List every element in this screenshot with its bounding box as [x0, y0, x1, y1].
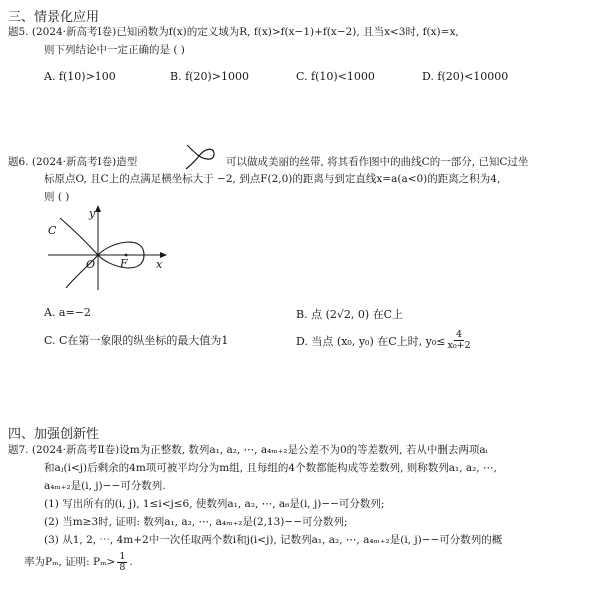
probability-fraction [117, 552, 127, 573]
curve-c-graph [40, 204, 180, 292]
problem-6-line-3: 则 ( ) [44, 191, 70, 203]
origin-label: O [86, 258, 96, 271]
problem-7-line-3: a₄ₘ₊₂是(i, j)−−可分数列. [44, 480, 166, 492]
problem-5-option-c: C. f(10)<1000 [296, 70, 375, 83]
problem-5-option-d: D. f(20)<10000 [422, 70, 509, 83]
problem-6-line-2: 标原点O, 且C上的点满足横坐标大于 −2, 到点F(2,0)的距离与到定直线x=a(a<0)的距离之积为4, [44, 173, 501, 185]
problem-6-option-a: A. a=−2 [44, 306, 91, 319]
problem-6-line-1-prefix: 题6. (2024·新高考Ⅰ卷)造型 [8, 156, 138, 168]
section-3-title: 三、情景化应用 [8, 10, 100, 25]
probability-denominator: 8 [119, 562, 126, 573]
option-d-numerator: 4 [456, 329, 463, 340]
problem-6-option-d-text: D. 当点 (x₀, y₀) 在C上时, y₀≤ [296, 334, 446, 348]
problem-5-option-a: A. f(10)>100 [44, 70, 116, 83]
problem-5-line-1: 题5. (2024·新高考Ⅰ卷)已知函数为f(x)的定义域为R, f(x)>f(x−1)+f(x−2), 且当x<3时, f(x)=x, [8, 26, 459, 38]
problem-7-line-7-suffix: . [129, 556, 133, 568]
problem-7-line-1: 题7. (2024·新高考Ⅱ卷)设m为正整数, 数列a₁, a₂, ⋯, a₄ₘ₊₂是公差不为0的等差数列, 若从中删去两项aᵢ [8, 444, 488, 456]
problem-6-option-b: B. 点 (2√2, 0) 在C上 [296, 308, 404, 321]
option-d-denominator: x₀+2 [447, 340, 471, 351]
problem-6-option-d [296, 330, 473, 351]
probability-numerator: 1 [119, 551, 126, 562]
x-axis-label: x [156, 258, 163, 271]
problem-7-part-3: (3) 从1, 2, ⋯, 4m+2中一次任取两个数i和j(i<j), 记数列a₁, a₂, ⋯, a₄ₘ₊₂是(i, j)−−可分数列的概 [44, 534, 503, 546]
problem-7-part-3-cont [24, 552, 133, 573]
problem-5-option-b: B. f(20)>1000 [170, 70, 249, 83]
problem-6-line-1-suffix: 可以做成美丽的丝带, 将其看作图中的曲线C的一部分, 已知C过坐 [226, 156, 529, 168]
problem-7-line-7-prefix: 率为Pₘ, 证明: Pₘ> [24, 556, 116, 568]
problem-7-part-1: (1) 写出所有的(i, j), 1≤i<j≤6, 使数列a₁, a₂, ⋯, a₆是(i, j)−−可分数列; [44, 498, 385, 510]
focus-label-f: F [120, 257, 128, 270]
problem-7-part-2: (2) 当m≥3时, 证明: 数列a₁, a₂, ⋯, a₄ₘ₊₂是(2,13)−−可分数列; [44, 516, 348, 528]
curve-c [60, 218, 144, 288]
y-axis-label: y [89, 207, 96, 220]
ribbon-shape-icon [184, 142, 218, 172]
option-d-fraction [447, 330, 470, 351]
y-axis [95, 205, 101, 290]
curve-label-c: C [48, 224, 57, 237]
problem-6-option-c: C. C在第一象限的纵坐标的最大值为1 [44, 334, 229, 347]
problem-7-line-2: 和aⱼ(i<j)后剩余的4m项可被平均分为m组, 且每组的4个数都能构成等差数列, 则称数列a₁, a₂, ⋯, [44, 462, 497, 474]
x-axis [48, 252, 167, 258]
section-4-title: 四、加强创新性 [8, 427, 100, 442]
focus-point-f [125, 254, 128, 257]
problem-5-line-2: 则下列结论中一定正确的是 ( ) [44, 44, 185, 56]
